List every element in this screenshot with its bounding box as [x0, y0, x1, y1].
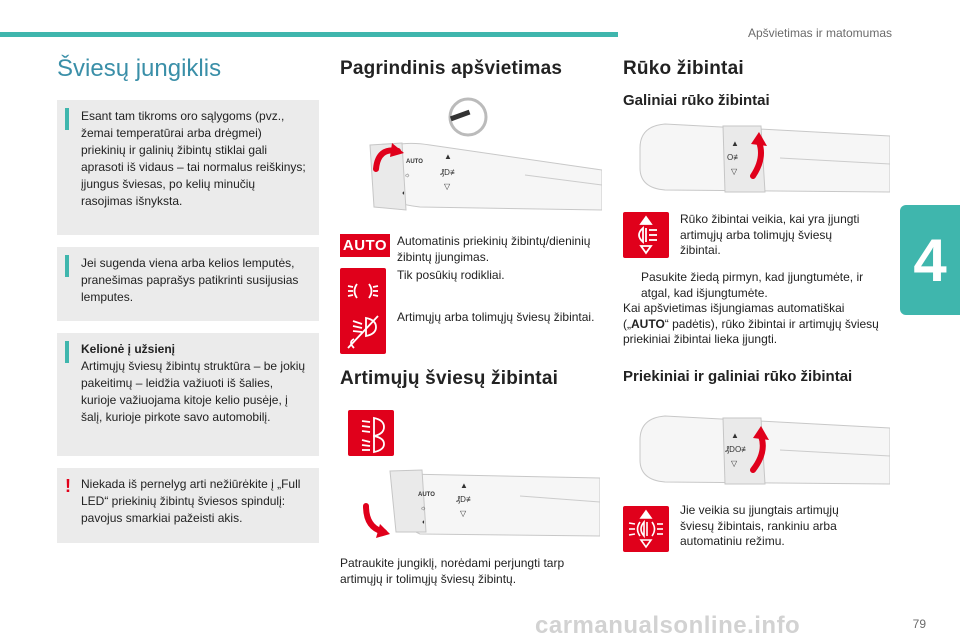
page-number: 79: [912, 617, 926, 631]
note-text: Niekada iš pernelyg arti nežiūrėkite į „Full LED“ priekinių žibintų šviesos spindulį: pavojus smarkiai pažeisti akis.: [81, 477, 301, 525]
info-marker: [65, 255, 69, 277]
section-title-main-lighting: Pagrindinis apšvietimas: [340, 58, 563, 79]
svg-text:▲: ▲: [460, 481, 468, 490]
section-title-light-switch: Šviesų jungiklis: [57, 55, 222, 82]
stalk-auto-label: AUTO: [418, 492, 435, 498]
subtitle-rear-fog: Galiniai rūko žibintai: [623, 92, 770, 109]
svg-text:▽: ▽: [731, 167, 738, 176]
info-marker: [65, 108, 69, 130]
chapter-tab[interactable]: 4: [900, 205, 960, 315]
auto-icon: AUTO: [340, 234, 390, 257]
svg-text:₰DO≢: ₰DO≢: [725, 445, 750, 454]
auto-note-bold: AUTO: [631, 316, 665, 331]
light-stalk-illustration: [340, 95, 602, 215]
legend-parking-text: Tik posūkių rodikliai.: [397, 268, 505, 282]
front-rear-fog-stalk-illustration: [635, 410, 890, 490]
note-text: Artimųjų šviesų žibintų struktūra – be jokių pakeitimų – leidžia važiuoti iš šalies, kurioje važiuojama kitoje kelio pusėje, į šalį, kurioje pirkote savo automobilį.: [81, 359, 306, 424]
svg-text:☼: ☼: [420, 505, 427, 512]
note-text: Jei sugenda viena arba kelios lemputės, pranešimas paprašys patikrinti susijusias lemputes.: [81, 256, 299, 304]
header-title: Apšvietimas ir matomumas: [747, 26, 892, 40]
svg-text:▲: ▲: [444, 152, 452, 161]
rear-fog-text: Rūko žibintai veikia, kai yra įjungti artimųjų arba tolimųjų šviesų žibintai.: [680, 212, 860, 257]
section-title-fog-lights: Rūko žibintai: [623, 58, 744, 79]
info-marker: [65, 341, 69, 363]
svg-text:▲: ▲: [731, 431, 739, 440]
front-rear-fog-icon: [623, 506, 669, 552]
info-note-bulbs: [57, 247, 319, 321]
front-rear-fog-text: Jie veikia su įjungtais artimųjų šviesų žibintais, rankiniu arba automatiniu režimu.: [680, 503, 839, 548]
bullet-text: Pasukite žiedą pirmyn, kad įjungtumėte, ir atgal, kad išjungtumėte.: [641, 270, 864, 300]
header-accent-bar: [0, 32, 618, 37]
svg-text:◐: ◐: [402, 190, 407, 197]
svg-text:▽: ▽: [460, 509, 467, 518]
svg-text:▽: ▽: [731, 459, 738, 468]
svg-text:▽: ▽: [444, 182, 451, 191]
rear-fog-icon: [623, 212, 669, 258]
info-note-condensation: [57, 100, 319, 235]
legend-low-beam-text: Artimųjų arba tolimųjų šviesų žibintai.: [397, 310, 595, 324]
instruction-bullet: [623, 270, 883, 301]
svg-text:₰D≢: ₰D≢: [456, 495, 474, 504]
dip-caption: Patraukite jungiklį, norėdami perjungti tarp artimųjų ir tolimųjų šviesų žibintų.: [340, 556, 565, 586]
svg-text:₰D≢: ₰D≢: [440, 168, 458, 177]
warning-note-led: [57, 468, 319, 543]
auto-note: [623, 301, 883, 348]
section-title-low-beam: Artimųjų šviesų žibintai: [340, 368, 559, 389]
auto-note-pre: Kai apšvietimas išjungiamas automatiškai („: [623, 301, 845, 331]
warning-icon: !: [65, 476, 71, 496]
watermark: carmanualsonline.info: [535, 612, 801, 639]
svg-text:◐: ◐: [422, 519, 427, 526]
high-low-beam-icon: [348, 410, 394, 456]
low-beam-icon: [340, 308, 386, 354]
dip-stalk-illustration: [360, 466, 600, 541]
auto-note-post: “ padėtis), rūko žibintai ir artimųjų šviesų priekiniai žibintai lieka įjungti.: [623, 316, 879, 346]
stalk-auto-label: AUTO: [406, 159, 423, 165]
note-text: Esant tam tikroms oro sąlygoms (pvz., žemai temperatūrai arba drėgmei) priekinių ir galinių žibintų stiklai gali aprasoti iš vidaus – tai normalus reiškinys; įjungus šviesas, po kelių minučių rasojimas išnyksta.: [81, 109, 306, 208]
note-title: Kelionė į užsienį: [81, 342, 176, 356]
subtitle-front-rear-fog: Priekiniai ir galiniai rūko žibintai: [623, 368, 853, 385]
legend-auto-text: Automatinis priekinių žibintų/dieninių žibintų įjungimas.: [397, 234, 591, 264]
svg-text:☼: ☼: [404, 172, 411, 179]
rear-fog-stalk-illustration: [635, 118, 890, 198]
info-note-travel-abroad: [57, 333, 319, 456]
svg-text:O≢: O≢: [727, 153, 742, 162]
svg-text:▲: ▲: [731, 139, 739, 148]
